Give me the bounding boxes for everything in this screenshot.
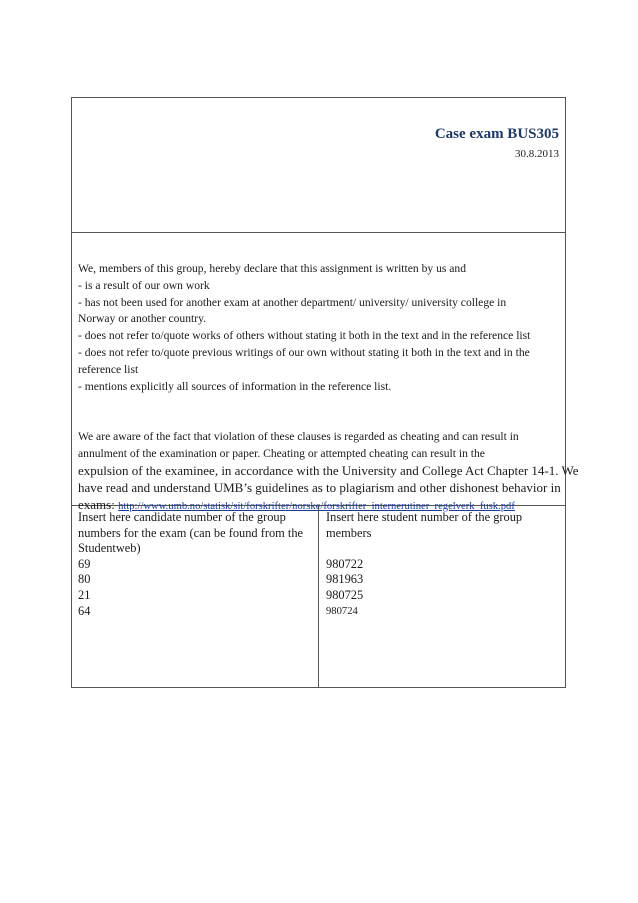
student-number: 980724 (326, 605, 358, 617)
header-cell (72, 98, 565, 233)
student-instruction: members (326, 525, 372, 540)
student-number: 981963 (326, 572, 364, 587)
declaration-clause: - mentions explicitly all sources of information in the reference list. (78, 379, 392, 393)
candidate-number: 69 (78, 556, 91, 571)
declaration-cell (72, 233, 579, 512)
declaration-intro: We, members of this group, hereby declare that this assignment is written by us and (78, 262, 467, 275)
student-instruction: Insert here student number of the group (326, 510, 523, 524)
student-number: 980725 (326, 587, 364, 602)
student-numbers-cell (319, 506, 565, 687)
candidate-numbers-cell (72, 506, 319, 687)
numbers-row (72, 506, 565, 687)
declaration-clause: Norway or another country. (78, 312, 207, 326)
candidate-instruction: Insert here candidate number of the group (78, 510, 286, 524)
awareness-text: We are aware of the fact that violation of these clauses is regarded as cheating and can result in (78, 430, 519, 444)
declaration-clause: - is a result of our own work (78, 278, 210, 292)
candidate-instruction: Studentweb) (78, 541, 141, 556)
candidate-number: 21 (78, 587, 91, 602)
exams-label: exams: (78, 496, 115, 512)
candidate-instruction: numbers for the exam (can be found from the (78, 525, 304, 540)
declaration-clause: reference list (78, 362, 139, 376)
declaration-clause: - does not refer to/quote previous writings of our own without stating it both in the text and in the (78, 345, 530, 359)
exam-date: 30.8.2013 (515, 148, 559, 160)
exam-cover-table (71, 97, 579, 688)
page-title: Case exam BUS305 (434, 126, 559, 142)
student-number: 980722 (326, 556, 364, 571)
declaration-clause: - has not been used for another exam at another department/ university/ university college in (78, 295, 507, 309)
awareness-text: annulment of the examination or paper. Cheating or attempted cheating can result in the (78, 447, 485, 461)
candidate-number: 80 (78, 572, 91, 587)
guidelines-link[interactable]: http://www.umb.no/statisk/sit/forskrifter/norske/forskrifter_internerutiner_regelverk_fusk.pdf (118, 500, 515, 512)
declaration-clause: - does not refer to/quote works of others without stating it both in the text and in the reference list (78, 329, 531, 343)
awareness-text: have read and understand UMB’s guidelines as to plagiarism and other dishonest behavior in (78, 479, 561, 495)
awareness-text: expulsion of the examinee, in accordance with the University and College Act Chapter 14-1. We (78, 462, 579, 478)
candidate-number: 64 (78, 603, 91, 618)
